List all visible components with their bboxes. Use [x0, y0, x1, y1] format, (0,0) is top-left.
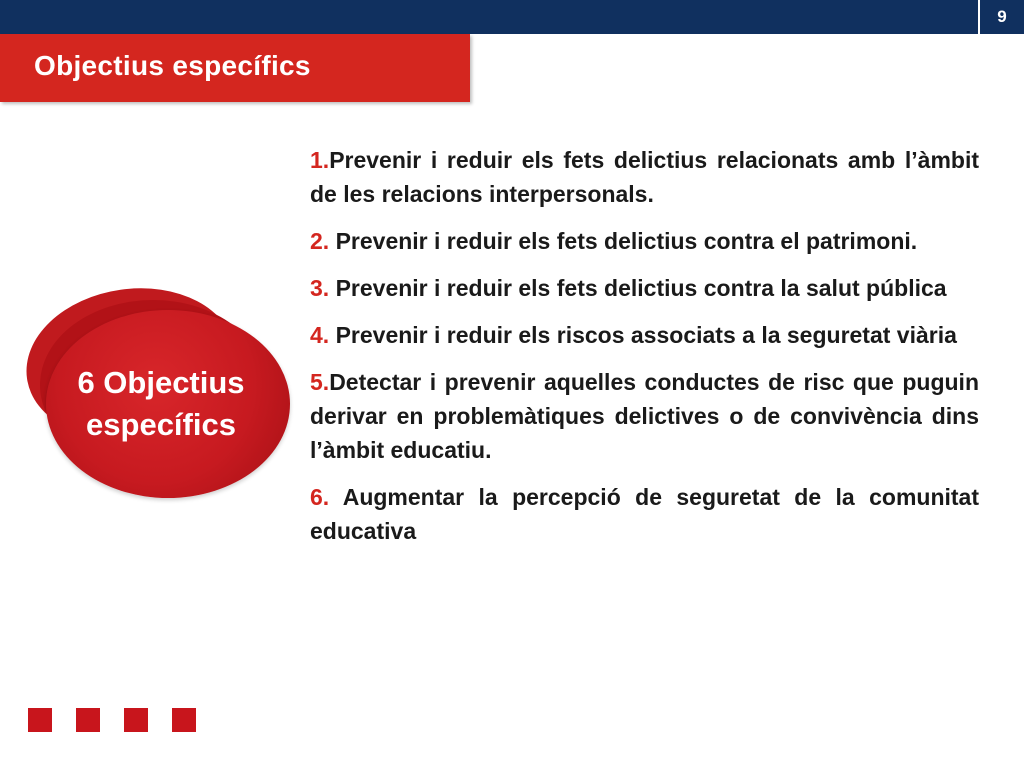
objective-text: Detectar i prevenir aquelles conductes de risc que puguin derivar en problemàtiques delictives o de convivència dins l’àmbit educatiu. [310, 369, 979, 463]
square-decoration [124, 708, 148, 732]
objective-number: 4. [310, 322, 330, 348]
badge-label [56, 362, 266, 446]
square-decoration [172, 708, 196, 732]
top-bar [0, 0, 1024, 34]
objective-number: 3. [310, 275, 330, 301]
page-number: 9 [978, 0, 1024, 34]
objective-text: Prevenir i reduir els fets delictius relacionats amb l’àmbit de les relacions interpersonals. [310, 147, 979, 207]
objective-text: Prevenir i reduir els riscos associats a la seguretat viària [329, 322, 957, 348]
badge-line-2: específics [86, 407, 236, 442]
objective-item [310, 271, 979, 305]
square-decoration [76, 708, 100, 732]
objective-number: 2. [310, 228, 330, 254]
objective-number: 1. [310, 147, 330, 173]
objective-item [310, 318, 979, 352]
objective-item [310, 480, 979, 548]
objective-text: Prevenir i reduir els fets delictius contra la salut pública [329, 275, 947, 301]
page-title: Objectius específics [34, 50, 311, 81]
objectives-list [310, 143, 979, 561]
objective-item [310, 143, 979, 211]
objective-text: Augmentar la percepció de seguretat de la comunitat educativa [310, 484, 979, 544]
square-decoration [28, 708, 52, 732]
objective-item [310, 224, 979, 258]
objective-text: Prevenir i reduir els fets delictius contra el patrimoni. [329, 228, 918, 254]
objective-item [310, 365, 979, 467]
badge-line-1: 6 Objectius [77, 365, 245, 400]
objective-number: 6. [310, 484, 330, 510]
objective-number: 5. [310, 369, 330, 395]
